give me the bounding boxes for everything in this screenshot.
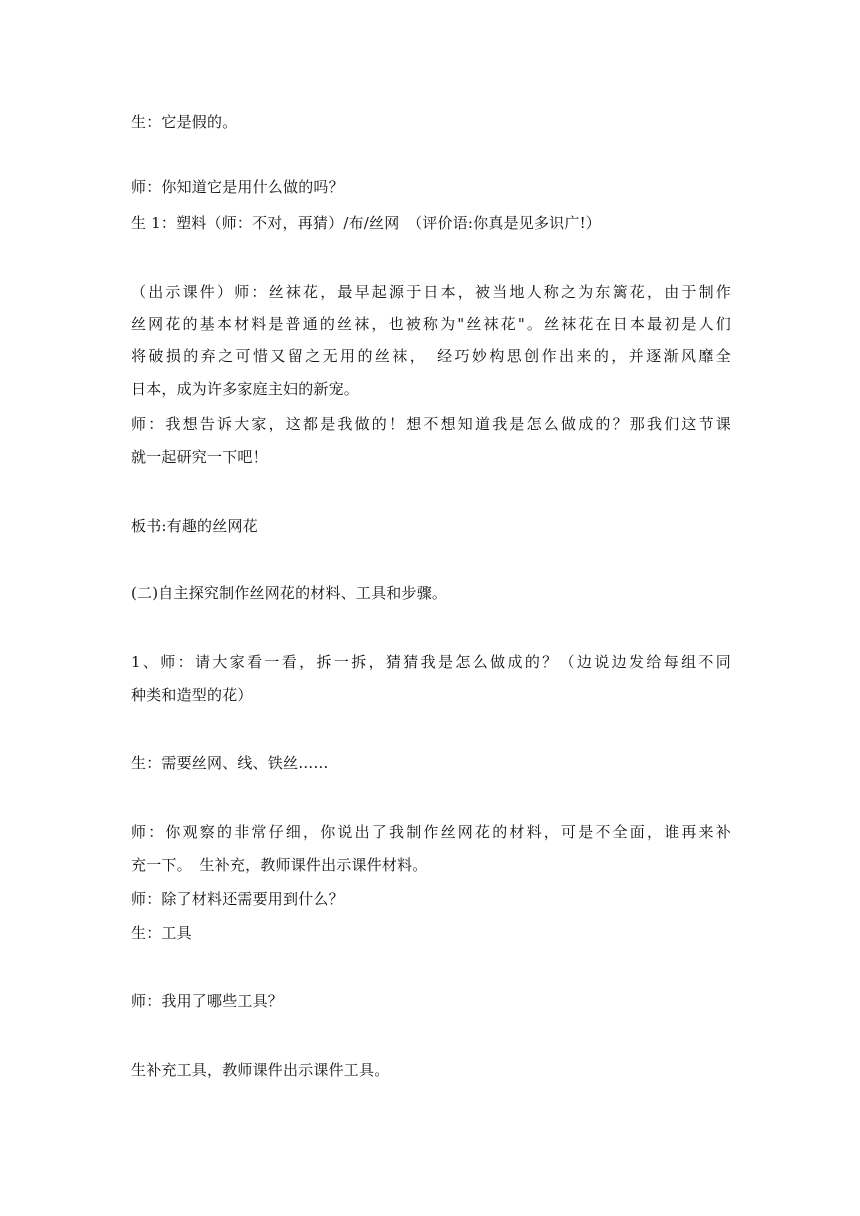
- text-line: 师：你知道它是用什么做的吗？: [131, 178, 344, 196]
- text-line: 生：工具: [131, 924, 192, 942]
- text-line: (二)自主探究制作丝网花的材料、工具和步骤。: [131, 584, 448, 602]
- text-line: 丝网花的基本材料是普通的丝袜，也被称为"丝袜花"。丝袜花在日本最初是人们: [131, 315, 731, 333]
- text-line: 师：我想告诉大家，这都是我做的！想不想知道我是怎么做成的？那我们这节课: [131, 415, 731, 433]
- text-line: 生补充工具，教师课件出示课件工具。: [131, 1061, 390, 1079]
- text-line: 种类和造型的花）: [131, 686, 253, 704]
- text-line: 生：需要丝网、线、铁丝……: [131, 754, 329, 772]
- text-line: 师：除了材料还需要用到什么？: [131, 890, 344, 908]
- text-line: 师：你观察的非常仔细，你说出了我制作丝网花的材料，可是不全面，谁再来补: [131, 823, 731, 841]
- text-line: 就一起研究一下吧！: [131, 448, 268, 466]
- text-line: 将破损的弃之可惜又留之无用的丝袜， 经巧妙构思创作出来的，并逐渐风靡全: [131, 347, 731, 365]
- text-line: 1、师：请大家看一看，拆一拆，猜猜我是怎么做成的？（边说边发给每组不同: [131, 653, 731, 671]
- text-line: 生：它是假的。: [131, 113, 238, 131]
- text-line: 充一下。 生补充，教师课件出示课件材料。: [131, 856, 428, 874]
- text-line: 生 1：塑料（师：不对，再猜）/布/丝网 （评价语:你真是见多识广!）: [131, 214, 602, 232]
- text-line: 板书:有趣的丝网花: [131, 517, 258, 535]
- text-line: 师：我用了哪些工具？: [131, 992, 284, 1010]
- text-line: （出示课件）师：丝袜花，最早起源于日本，被当地人称之为东篱花，由于制作: [131, 283, 731, 301]
- text-line: 日本，成为许多家庭主妇的新宠。: [131, 380, 360, 398]
